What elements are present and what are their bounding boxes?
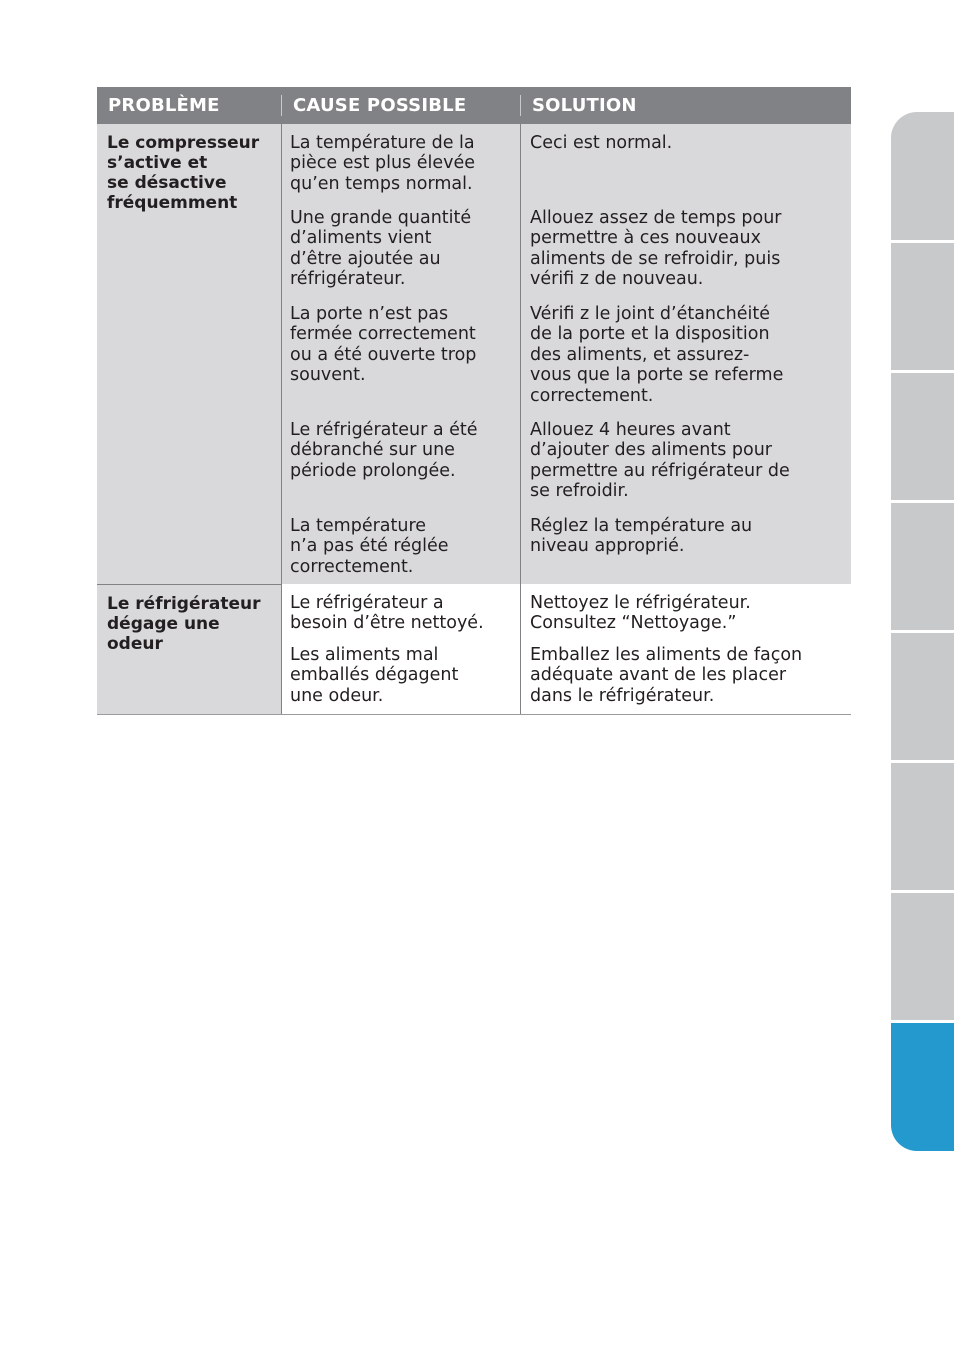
solution-cell: Emballez les aliments de façon adéquate avant de les placer dans le réfrigérateur. xyxy=(530,645,803,706)
table-header xyxy=(97,87,851,124)
section-tab[interactable] xyxy=(891,373,954,500)
table-row xyxy=(281,298,851,414)
cause-cell: Une grande quantité d’aliments vient d’être ajoutée au réfrigérateur. xyxy=(290,208,472,290)
header-solution: SOLUTION xyxy=(520,95,851,116)
section-tab[interactable] xyxy=(891,633,954,760)
cause-cell: La température de la pièce est plus élevée qu’en temps normal. xyxy=(290,133,476,194)
problem-label: Le réfrigérateur dégage une odeur xyxy=(97,584,281,714)
header-probleme: PROBLÈME xyxy=(108,95,220,116)
problem-group-compressor xyxy=(97,124,851,584)
header-cause-possible: CAUSE POSSIBLE xyxy=(281,95,520,116)
solution-cell: Réglez la température au niveau approprié. xyxy=(530,516,753,557)
section-tab[interactable] xyxy=(891,763,954,890)
table-row xyxy=(281,414,851,510)
solution-cell: Ceci est normal. xyxy=(530,133,673,153)
solution-cell: Allouez assez de temps pour permettre à ces nouveaux aliments de se refroidir, puis vérifi z de nouveau. xyxy=(530,208,782,290)
solution-cell: Nettoyez le réfrigérateur. Consultez “Nettoyage.” xyxy=(530,593,751,634)
solution-cell: Allouez 4 heures avant d’ajouter des aliments pour permettre au réfrigérateur de se refroidir. xyxy=(530,420,790,502)
table-row xyxy=(281,641,851,714)
cause-cell: Le réfrigérateur a besoin d’être nettoyé. xyxy=(290,593,484,634)
section-tab[interactable] xyxy=(891,112,954,240)
section-tab-active[interactable] xyxy=(891,1023,954,1151)
table-row xyxy=(281,510,851,584)
table-row xyxy=(281,124,851,202)
section-tab[interactable] xyxy=(891,503,954,630)
cause-cell: La température n’a pas été réglée correctement. xyxy=(290,516,449,577)
section-tab[interactable] xyxy=(891,893,954,1020)
cause-cell: Les aliments mal emballés dégagent une odeur. xyxy=(290,645,459,706)
problem-label: Le compresseur s’active et se désactive fréquemment xyxy=(97,124,281,584)
section-tab[interactable] xyxy=(891,243,954,370)
problem-group-odor xyxy=(97,584,851,715)
troubleshooting-table xyxy=(97,87,851,715)
solution-cell: Vérifi z le joint d’étanchéité de la porte et la disposition des aliments, et assurez- vous que la porte se referme correctement. xyxy=(530,304,784,406)
cause-cell: Le réfrigérateur a été débranché sur une période prolongée. xyxy=(290,420,478,481)
table-row xyxy=(281,202,851,298)
cause-cell: La porte n’est pas fermée correctement ou a été ouverte trop souvent. xyxy=(290,304,477,386)
table-row xyxy=(281,584,851,641)
